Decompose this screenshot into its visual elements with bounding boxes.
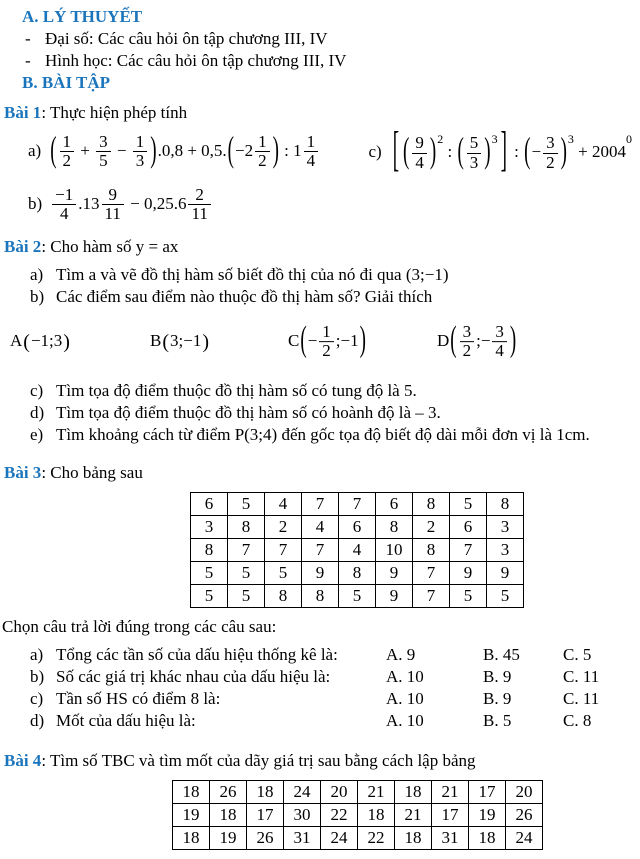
question-text: Mốt của dấu hiệu là: — [56, 711, 196, 731]
option-B: B. 5 — [483, 711, 512, 731]
delimiter: ( — [227, 130, 234, 171]
theory-item-hinh-hoc — [25, 50, 640, 72]
quiz-questions — [0, 644, 640, 732]
item-label: c) — [30, 689, 44, 709]
item-label: c) — [30, 380, 44, 400]
fraction: $\frac{3}{4}$ — [492, 323, 507, 361]
table-cell: 3 — [487, 515, 524, 538]
table-cell: 5 — [265, 561, 302, 584]
table-cell: 6 — [191, 492, 228, 515]
bai2-item-d — [30, 402, 640, 424]
question-text: Tần số HS có điểm 8 là: — [56, 689, 221, 709]
delimiter: ) — [272, 130, 279, 171]
table-cell: 24 — [321, 827, 358, 850]
bai2-item-c — [30, 380, 640, 402]
bai4-title: : Tìm số TBC và tìm mốt của dãy giá trị sau bằng cách lập bảng — [41, 751, 476, 771]
table-cell: 8 — [487, 492, 524, 515]
item-label: b) — [30, 286, 45, 306]
bai4-data-table — [172, 780, 543, 850]
bai3-heading — [4, 462, 640, 484]
table-cell: 5 — [191, 561, 228, 584]
table-cell: 6 — [450, 515, 487, 538]
item-label: a) — [28, 140, 42, 160]
point-A: A(−1;3) — [10, 330, 70, 353]
delimiter: ) — [484, 131, 491, 172]
superscript: 0 — [626, 132, 632, 146]
table-row — [173, 827, 543, 850]
bullet-dash: - — [25, 51, 31, 70]
table-cell: 5 — [228, 585, 265, 608]
item-label: d) — [30, 402, 45, 422]
point-D: D( $\frac{3}{2}$ ;− $\frac{3}{4}$ ) — [437, 323, 517, 361]
table-cell: 19 — [469, 804, 506, 827]
superscript: 2 — [437, 132, 444, 146]
table-cell: 7 — [450, 538, 487, 561]
fraction: $\frac{-1}{4}$ — [52, 186, 76, 224]
bai2-heading — [4, 236, 640, 258]
table-cell: 19 — [210, 827, 247, 850]
table-cell: 21 — [358, 781, 395, 804]
delimiter: ) — [202, 330, 209, 353]
table-cell: 5 — [228, 561, 265, 584]
table-cell: 24 — [284, 781, 321, 804]
table-row — [191, 492, 524, 515]
option-A: A. 10 — [386, 689, 424, 709]
table-cell: 20 — [506, 781, 543, 804]
option-B: B. 45 — [483, 645, 520, 665]
table-cell: 17 — [247, 804, 284, 827]
delimiter: ( — [50, 130, 57, 171]
item-label: c) — [368, 142, 382, 161]
table-cell: 8 — [413, 492, 450, 515]
table-cell: 18 — [247, 781, 284, 804]
section-b-heading: B. BÀI TẬP — [22, 73, 111, 92]
table-cell: 9 — [376, 585, 413, 608]
bai1-expression-b — [28, 186, 640, 224]
table-cell: 30 — [284, 804, 321, 827]
delimiter: ) — [429, 131, 437, 172]
delimiter: ] — [500, 124, 507, 178]
bai2-points-row — [0, 314, 640, 370]
fraction: $\frac{1}{2}$ — [319, 323, 334, 361]
superscript: 3 — [567, 132, 574, 146]
item-text: Tìm tọa độ điểm thuộc đồ thị hàm số có tung độ là 5. — [56, 380, 417, 400]
bai1-expression-a — [28, 130, 320, 171]
option-C: C. 5 — [563, 645, 592, 665]
option-A: A. 10 — [386, 667, 424, 687]
table-cell: 5 — [339, 585, 376, 608]
option-A: A. 10 — [386, 711, 424, 731]
table-cell: 7 — [302, 538, 339, 561]
table-cell: 22 — [321, 804, 358, 827]
fraction: $\frac{9}{4}$ — [412, 134, 427, 172]
bai2-item-b — [30, 286, 640, 308]
fraction: $\frac{1}{4}$ — [304, 133, 319, 171]
table-cell: 26 — [247, 827, 284, 850]
delimiter: ( — [300, 320, 307, 361]
table-cell: 4 — [265, 492, 302, 515]
table-cell: 4 — [339, 538, 376, 561]
point-C: C(− $\frac{1}{2}$ ;−1) — [288, 323, 367, 361]
fraction: $\frac{3}{5}$ — [96, 133, 111, 171]
bai2-item-a — [30, 264, 640, 286]
fraction: $\frac{2}{11}$ — [188, 186, 210, 224]
table-row — [191, 585, 524, 608]
table-cell: 20 — [321, 781, 358, 804]
fraction: $\frac{1}{3}$ — [133, 133, 148, 171]
table-cell: 7 — [339, 492, 376, 515]
table-cell: 17 — [432, 804, 469, 827]
table-cell: 26 — [210, 781, 247, 804]
point-B: B(3;−1) — [150, 330, 209, 353]
table-cell: 21 — [432, 781, 469, 804]
table-cell: 8 — [228, 515, 265, 538]
bai2-label: Bài 2 — [4, 236, 42, 256]
table-cell: 8 — [191, 538, 228, 561]
option-C: C. 11 — [563, 667, 600, 687]
item-label: e) — [30, 424, 44, 444]
table-cell: 8 — [265, 585, 302, 608]
table-cell: 8 — [302, 585, 339, 608]
quiz-row-c — [30, 688, 640, 710]
bai1-expressions-row — [28, 124, 632, 178]
item-text: Các điểm sau điểm nào thuộc đồ thị hàm số? Giải thích — [56, 286, 433, 306]
question-text: Số các giá trị khác nhau của dấu hiệu là: — [56, 667, 331, 687]
bai1-heading — [4, 102, 640, 124]
table-cell: 8 — [413, 538, 450, 561]
delimiter: ) — [359, 320, 366, 361]
table-cell: 26 — [506, 804, 543, 827]
item-text: Tìm khoảng cách từ điểm P(3;4) đến gốc tọa độ biết độ dài mỗi đơn vị là 1cm. — [56, 424, 590, 444]
option-C: C. 11 — [563, 689, 600, 709]
bai3-title: : Cho bảng sau — [41, 462, 143, 482]
table-cell: 18 — [358, 804, 395, 827]
table-cell: 5 — [487, 585, 524, 608]
delimiter: ( — [23, 330, 30, 353]
delimiter: ( — [457, 131, 464, 172]
table-cell: 9 — [487, 561, 524, 584]
table-cell: 6 — [376, 492, 413, 515]
quiz-row-d — [30, 710, 640, 732]
table-cell: 5 — [228, 492, 265, 515]
delimiter: ) — [150, 130, 157, 171]
delimiter: ) — [560, 131, 567, 172]
table-cell: 19 — [173, 804, 210, 827]
section-a-heading: A. LÝ THUYẾT — [22, 7, 143, 26]
table-cell: 17 — [469, 781, 506, 804]
bai1-expression-c — [368, 124, 633, 178]
theory-item-dai-so — [25, 28, 640, 50]
table-row — [173, 781, 543, 804]
delimiter: ) — [63, 330, 70, 353]
delimiter: [ — [392, 124, 400, 178]
question-text: Tổng các tần số của dấu hiệu thống kê là: — [56, 645, 338, 665]
item-label: a) — [30, 645, 44, 665]
table-cell: 5 — [191, 585, 228, 608]
table-cell: 7 — [413, 585, 450, 608]
table-cell: 9 — [450, 561, 487, 584]
table-cell: 5 — [450, 585, 487, 608]
table-cell: 10 — [376, 538, 413, 561]
delimiter: ) — [509, 320, 517, 361]
bai2-item-e — [30, 424, 640, 446]
option-A: A. 9 — [386, 645, 416, 665]
table-row — [191, 515, 524, 538]
table-cell: 24 — [506, 827, 543, 850]
table-cell: 18 — [469, 827, 506, 850]
math-expression: ( $\frac{1}{2}$ + $\frac{3}{5}$ − $\frac{1}{3}$ ).0,8 + 0,5.(−2 $\frac{1}{2}$ ) : 1 $\frac{1}{4}$ — [49, 141, 320, 160]
item-label: d) — [30, 711, 45, 731]
table-cell: 9 — [302, 561, 339, 584]
bai2-title: : Cho hàm số y = ax — [41, 236, 179, 256]
bai3-label: Bài 3 — [4, 462, 42, 482]
table-cell: 2 — [413, 515, 450, 538]
table-cell: 7 — [302, 492, 339, 515]
fraction: $\frac{9}{11}$ — [102, 186, 124, 224]
bai4-heading — [4, 750, 640, 772]
table-cell: 7 — [413, 561, 450, 584]
theory-item-text: Hình học: Các câu hỏi ôn tập chương III, IV — [45, 51, 347, 70]
table-cell: 4 — [302, 515, 339, 538]
delimiter: ( — [524, 131, 531, 172]
table-cell: 22 — [358, 827, 395, 850]
table-cell: 21 — [395, 804, 432, 827]
table-cell: 7 — [228, 538, 265, 561]
bai4-label: Bài 4 — [4, 751, 42, 771]
table-cell: 8 — [376, 515, 413, 538]
option-B: B. 9 — [483, 667, 512, 687]
table-cell: 18 — [173, 827, 210, 850]
quiz-row-b — [30, 666, 640, 688]
option-C: C. 8 — [563, 711, 592, 731]
table-cell: 7 — [265, 538, 302, 561]
bullet-dash: - — [25, 29, 31, 48]
table-cell: 18 — [173, 781, 210, 804]
item-label: b) — [30, 667, 45, 687]
quiz-intro: Chọn câu trả lời đúng trong các câu sau: — [2, 617, 277, 637]
fraction: $\frac{1}{2}$ — [255, 133, 270, 171]
table-row — [191, 538, 524, 561]
table-cell: 2 — [265, 515, 302, 538]
fraction: $\frac{1}{2}$ — [60, 133, 75, 171]
bai1-label: Bài 1 — [4, 103, 42, 122]
delimiter: ( — [162, 330, 170, 353]
quiz-row-a — [30, 644, 640, 666]
table-cell: 3 — [487, 538, 524, 561]
table-cell: 31 — [284, 827, 321, 850]
item-text: Tìm tọa độ điểm thuộc đồ thị hàm số có hoành độ là – 3. — [56, 402, 441, 422]
bai2-items-cde — [0, 380, 640, 446]
delimiter: ( — [450, 320, 457, 361]
table-cell: 18 — [210, 804, 247, 827]
table-cell: 18 — [395, 827, 432, 850]
math-expression: [ ( $\frac{9}{4}$ )$^2$ : ( $\frac{5}{3}$ )$^3$ ] : (− $\frac{3}{2}$ )$^3 + 2004^0$ — [390, 142, 632, 161]
superscript: 3 — [491, 132, 498, 146]
item-text: Tìm a và vẽ đồ thị hàm số biết đồ thị của nó đi qua (3;−1) — [56, 264, 449, 284]
fraction: $\frac{5}{3}$ — [467, 134, 482, 172]
table-cell: 18 — [395, 781, 432, 804]
table-cell: 9 — [376, 561, 413, 584]
item-label: b) — [28, 193, 43, 213]
bai3-data-table — [190, 492, 524, 608]
fraction: $\frac{3}{2}$ — [543, 134, 558, 172]
table-cell: 5 — [450, 492, 487, 515]
bai1-title: : Thực hiện phép tính — [41, 103, 188, 122]
fraction: $\frac{3}{2}$ — [460, 323, 475, 361]
option-B: B. 9 — [483, 689, 512, 709]
delimiter: ( — [403, 131, 410, 172]
table-row — [191, 561, 524, 584]
table-cell: 3 — [191, 515, 228, 538]
bai2-items-ab — [0, 264, 640, 308]
table-row — [173, 804, 543, 827]
table-cell: 8 — [339, 561, 376, 584]
item-label: a) — [30, 264, 44, 284]
math-expression: $\frac{-1}{4}$ .13 $\frac{9}{11}$ − 0,25.6 $\frac{2}{11}$ — [50, 194, 213, 213]
theory-item-text: Đại số: Các câu hỏi ôn tập chương III, IV — [45, 29, 328, 48]
table-cell: 31 — [432, 827, 469, 850]
table-cell: 6 — [339, 515, 376, 538]
